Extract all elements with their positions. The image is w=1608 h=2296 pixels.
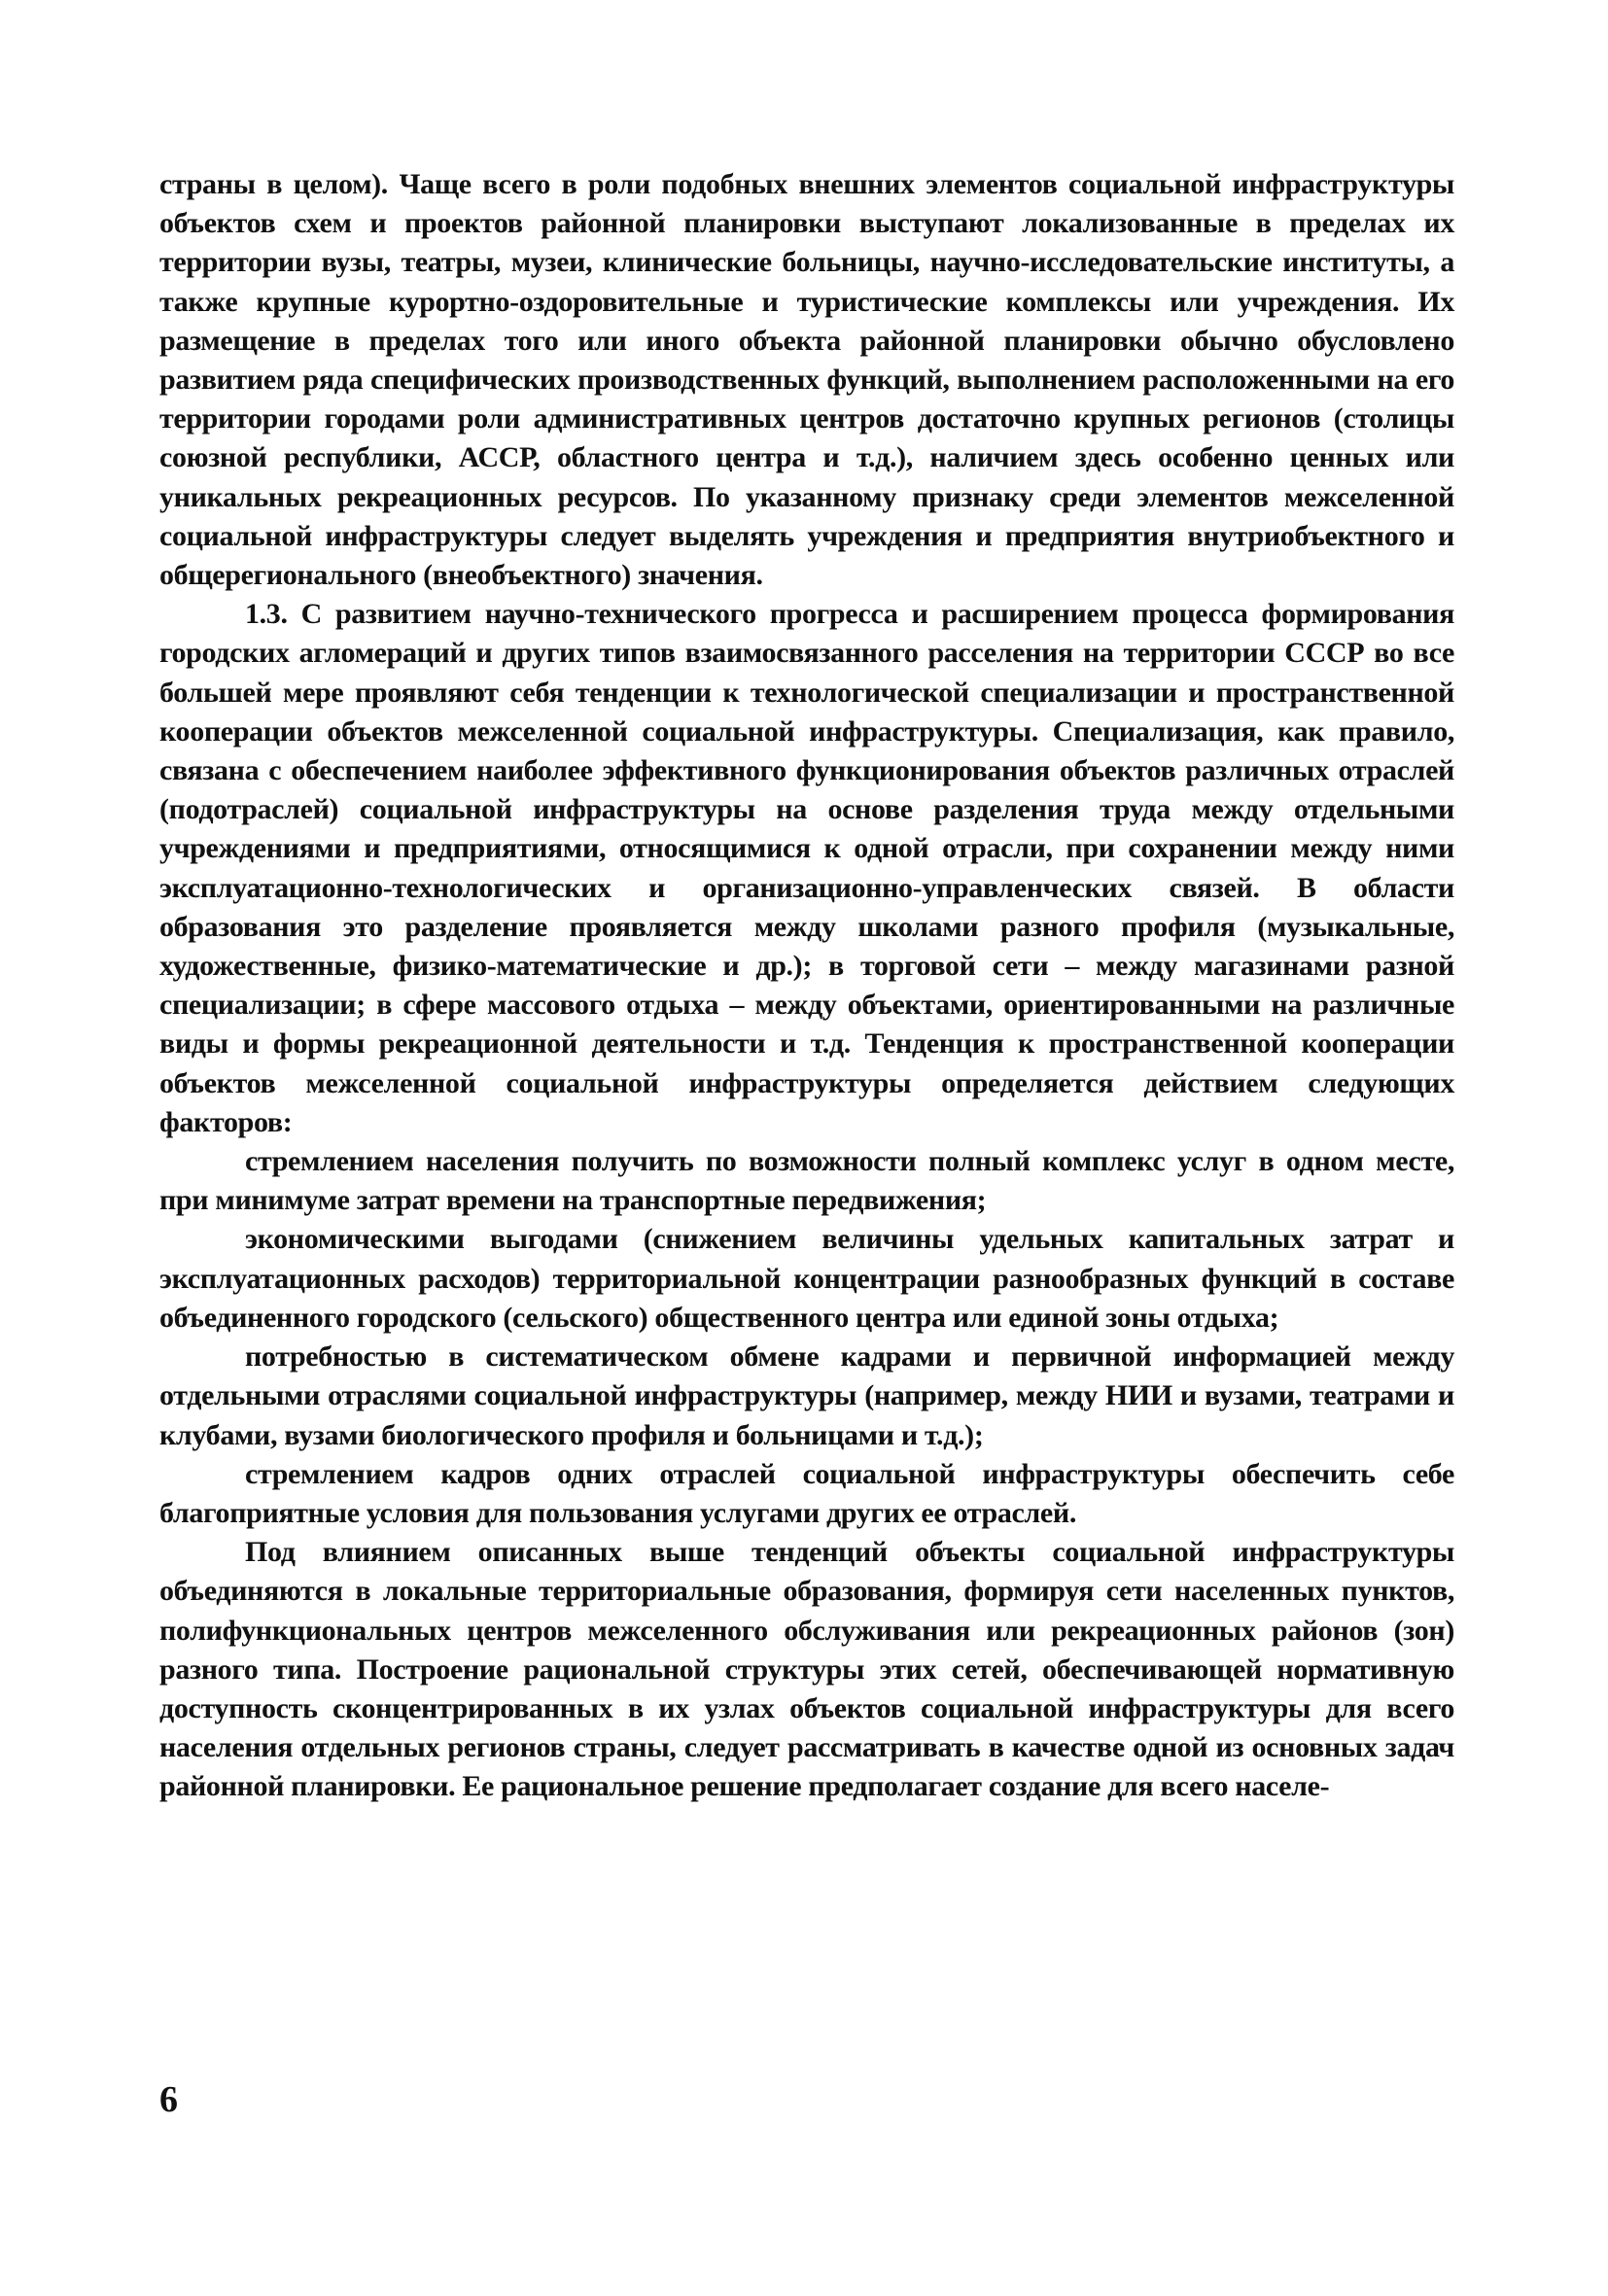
page-number: 6 <box>159 2079 178 2120</box>
factor-item-2: экономическими выгодами (снижением величины удельных капитальных затрат и эксплуатационных расходов) территориальной концентрации разнообразных функций в составе объединенного городского (сельского) общественного центра или единой зоны отдыха; <box>159 1223 1454 1334</box>
factor-item-4: стремлением кадров одних отраслей социальной инфраструктуры обеспечить себе благоприятные условия для пользования услугами других ее отраслей. <box>159 1457 1454 1529</box>
paragraph-section-1-3 <box>159 595 1454 1142</box>
paragraph-conclusion: Под влиянием описанных выше тенденций объекты социальной инфраструктуры объединяются в локальные территориальные образования, формируя сети населенных пунктов, полифункциональных центров межселенного обслуживания или рекреационных районов (зон) разного типа. Построение рациональной структуры этих сетей, обеспечивающей нормативную доступность сконцентрированных в их узлах объектов социальной инфраструктуры для всего населения отдельных регионов страны, следует рассматривать в качестве одной из основных задач районной планировки. Ее рациональное решение предполагает создание для всего населе- <box>159 1536 1454 1803</box>
factor-item-1: стремлением населения получить по возможности полный комплекс услуг в одном месте, при минимуме затрат времени на транспортные передвижения; <box>159 1145 1454 1217</box>
paragraph-continuation: страны в целом). Чаще всего в роли подобных внешних элементов социальной инфраструктуры объектов схем и проектов районной планировки выступают локализованные в пределах их территории вузы, театры, музеи, клинические больницы, научно-исследовательские институты, а также крупные курортно-оздоровительные и туристические комплексы или учреждения. Их размещение в пределах того или иного объекта районной планировки обычно обусловлено развитием ряда специфических производственных функций, выполнением расположенными на его территории городами роли административных центров достаточно крупных регионов (столицы союзной республики, АССР, областного центра и т.д.), наличием здесь особенно ценных или уникальных рекреационных ресурсов. По указанному признаку среди элементов межселенной социальной инфраструктуры следует выделять учреждения и предприятия внутриобъектного и общерегионального (внеобъектного) значения. <box>159 168 1454 592</box>
factor-item-3: потребностью в систематическом обмене кадрами и первичной информацией между отдельными отраслями социальной инфраструктуры (например, между НИИ и вузами, театрами и клубами, вузами биологического профиля и больницами и т.д.); <box>159 1340 1454 1451</box>
section-number: 1.3. <box>245 598 288 631</box>
paragraph-section-1-3-text: С развитием научно-технического прогресса и расширением процесса формирования городских агломераций и других типов взаимосвязанного расселения на территории СССР во все большей мере проявляют себя тенденции к технологической специализации и пространственной кооперации объектов межселенной социальной инфраструктуры. Специализация, как правило, связана с обеспечением наиболее эффективного функционирования объектов различных отраслей (подотраслей) социальной инфраструктуры на основе разделения труда между отдельными учреждениями и предприятиями, относящимися к одной отрасли, при сохранении между ними эксплуатационно-технологических и организационно-управленческих связей. В области образования это разделение проявляется между школами разного профиля (музыкальные, художественные, физико-математические и др.); в торговой сети – между магазинами разной специализации; в сфере массового отдыха – между объектами, ориентированными на различные виды и формы рекреационной деятельности и т.д. Тенденция к пространственной кооперации объектов межселенной социальной инфраструктуры определяется действием следующих факторов: <box>159 598 1454 1138</box>
page-body <box>159 165 1454 2090</box>
